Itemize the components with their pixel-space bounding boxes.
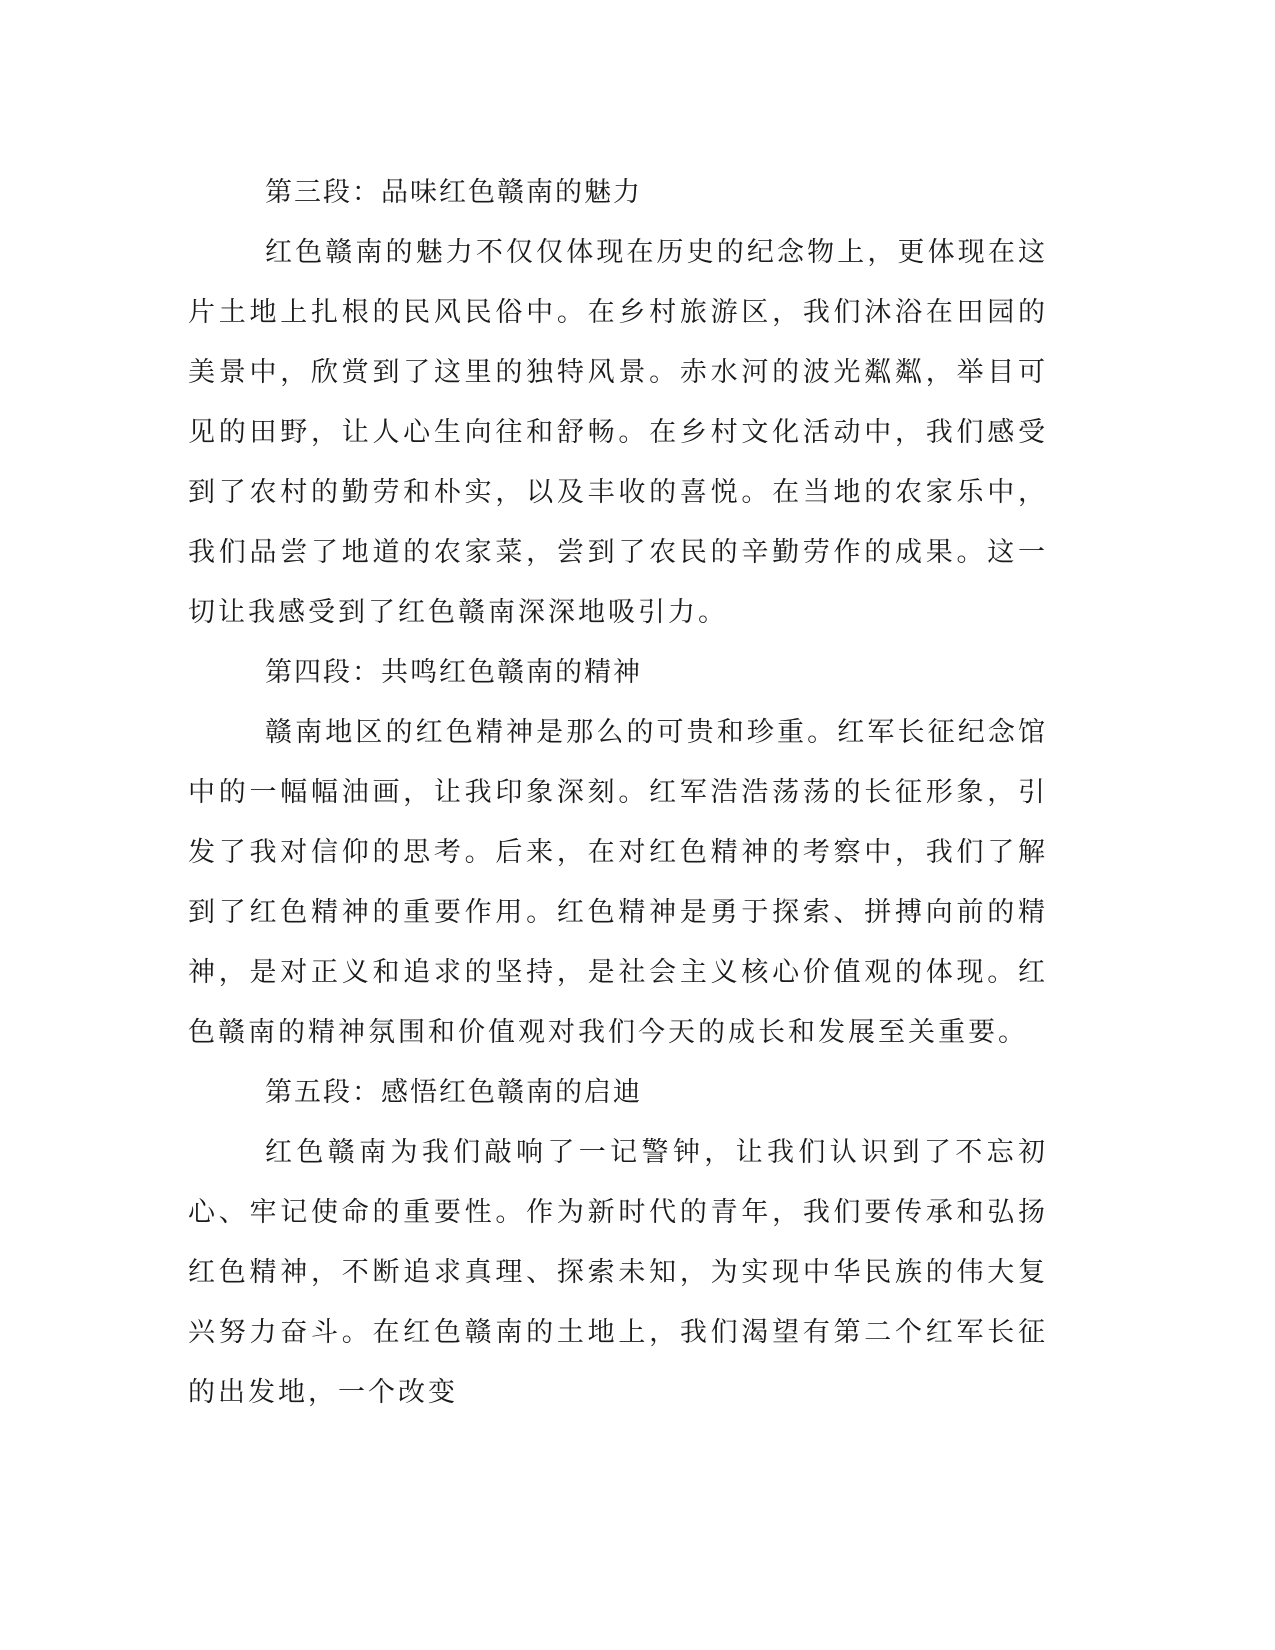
section-paragraph-5: 红色赣南为我们敲响了一记警钟，让我们认识到了不忘初心、牢记使命的重要性。作为新时代的青年，我们要传承和弘扬红色精神，不断追求真理、探索未知，为实现中华民族的伟大复兴努力奋斗。在红色赣南的土地上，我们渴望有第二个红军长征的出发地，一个改变 (188, 1137, 1048, 1408)
section-paragraph-3: 红色赣南的魅力不仅仅体现在历史的纪念物上，更体现在这片土地上扎根的民风民俗中。在乡村旅游区，我们沐浴在田园的美景中，欣赏到了这里的独特风景。赤水河的波光粼粼，举目可见的田野，让人心生向往和舒畅。在乡村文化活动中，我们感受到了农村的勤劳和朴实，以及丰收的喜悦。在当地的农家乐中，我们品尝了地道的农家菜，尝到了农民的辛勤劳作的成果。这一切让我感受到了红色赣南深深地吸引力。 (188, 237, 1048, 628)
section-heading-4: 第四段：共鸣红色赣南的精神 (265, 657, 642, 688)
section-paragraph-4: 赣南地区的红色精神是那么的可贵和珍重。红军长征纪念馆中的一幅幅油画，让我印象深刻。红军浩浩荡荡的长征形象，引发了我对信仰的思考。后来，在对红色精神的考察中，我们了解到了红色精神的重要作用。红色精神是勇于探索、拼搏向前的精神，是对正义和追求的坚持，是社会主义核心价值观的体现。红色赣南的精神氛围和价值观对我们今天的成长和发展至关重要。 (188, 717, 1048, 1048)
document-body (188, 163, 1048, 1423)
section-heading-5: 第五段：感悟红色赣南的启迪 (265, 1077, 642, 1108)
section-heading-3: 第三段：品味红色赣南的魅力 (265, 177, 642, 208)
